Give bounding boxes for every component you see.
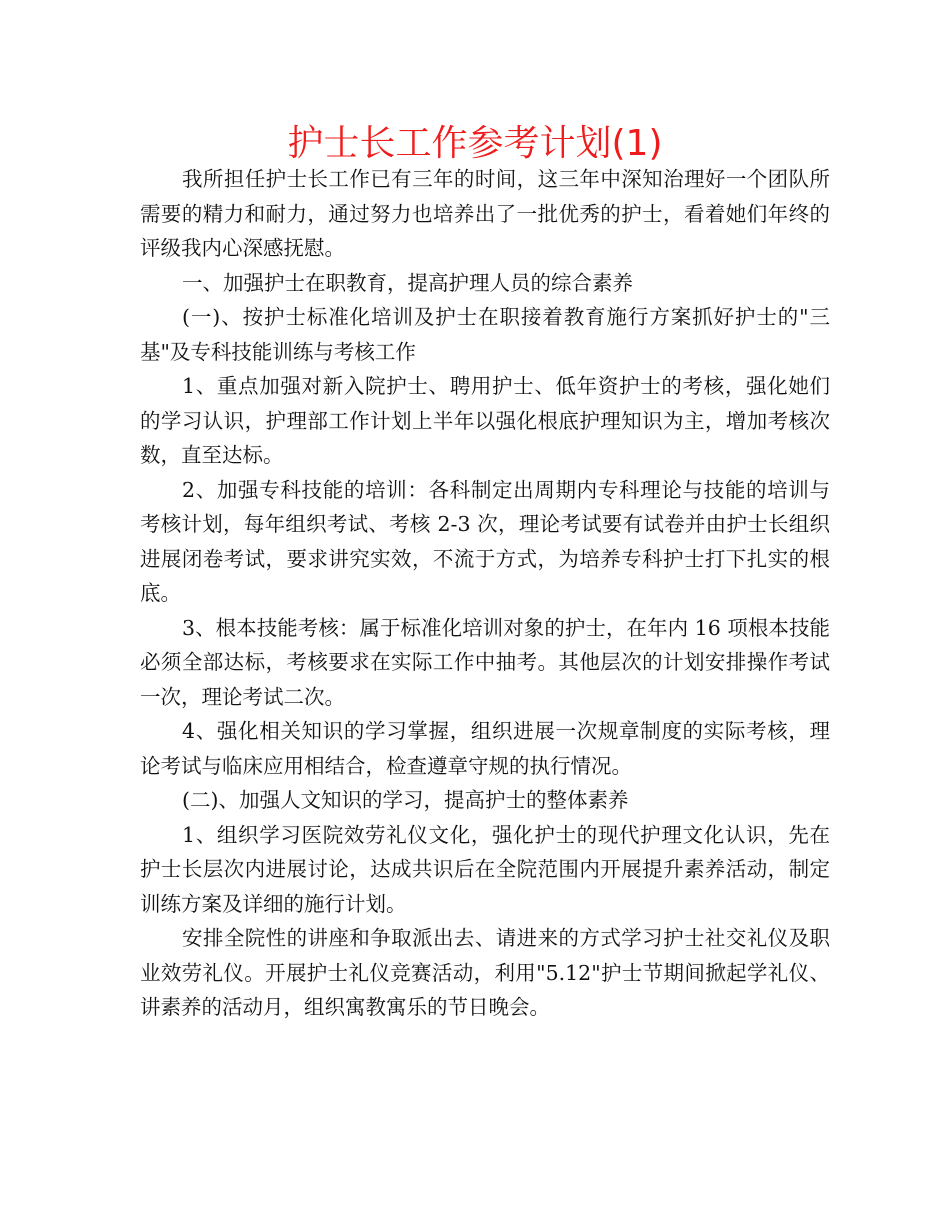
- document-body: [140, 162, 830, 1025]
- paragraph-item-1: 1、重点加强对新入院护士、聘用护士、低年资护士的考核，强化她们的学习认识，护理部工作计划上半年以强化根底护理知识为主，增加考核次数，直至达标。: [140, 374, 830, 467]
- paragraph-item-4: 4、强化相关知识的学习掌握，组织进展一次规章制度的实际考核，理论考试与临床应用相结合，检查遵章守规的执行情况。: [140, 719, 830, 778]
- paragraph-item-2: 2、加强专科技能的培训：各科制定出周期内专科理论与技能的培训与考核计划，每年组织考试、考核 2-3 次，理论考试要有试卷并由护士长组织进展闭卷考试，要求讲究实效，不流于方式，为培养专科护士打下扎实的根底。: [140, 477, 830, 605]
- section-heading-1: 一、加强护士在职教育，提高护理人员的综合素养: [182, 270, 633, 295]
- paragraph-item-6: 安排全院性的讲座和争取派出去、请进来的方式学习护士社交礼仪及职业效劳礼仪。开展护士礼仪竞赛活动，利用"5.12"护士节期间掀起学礼仪、讲素养的活动月，组织寓教寓乐的节日晚会。: [140, 926, 830, 1019]
- paragraph-item-3: 3、根本技能考核：属于标准化培训对象的护士，在年内 16 项根本技能必须全部达标，考核要求在实际工作中抽考。其他层次的计划安排操作考试一次，理论考试二次。: [140, 615, 830, 709]
- paragraph-intro: 我所担任护士长工作已有三年的时间，这三年中深知治理好一个团队所需要的精力和耐力，通过努力也培养出了一批优秀的护士，看着她们年终的评级我内心深感抚慰。: [140, 167, 830, 260]
- document-title: 护士长工作参考计划(1): [287, 123, 663, 164]
- subsection-heading-2: (二)、加强人文知识的学习，提高护士的整体素养: [182, 788, 629, 812]
- subsection-heading-1: (一)、按护士标准化培训及护士在职接着教育施行方案抓好护士的"三基"及专科技能训练与考核工作: [140, 305, 830, 364]
- paragraph-item-5: 1、组织学习医院效劳礼仪文化，强化护士的现代护理文化认识，先在护士长层次内进展讨论，达成共识后在全院范围内开展提升素养活动，制定训练方案及详细的施行计划。: [140, 822, 830, 916]
